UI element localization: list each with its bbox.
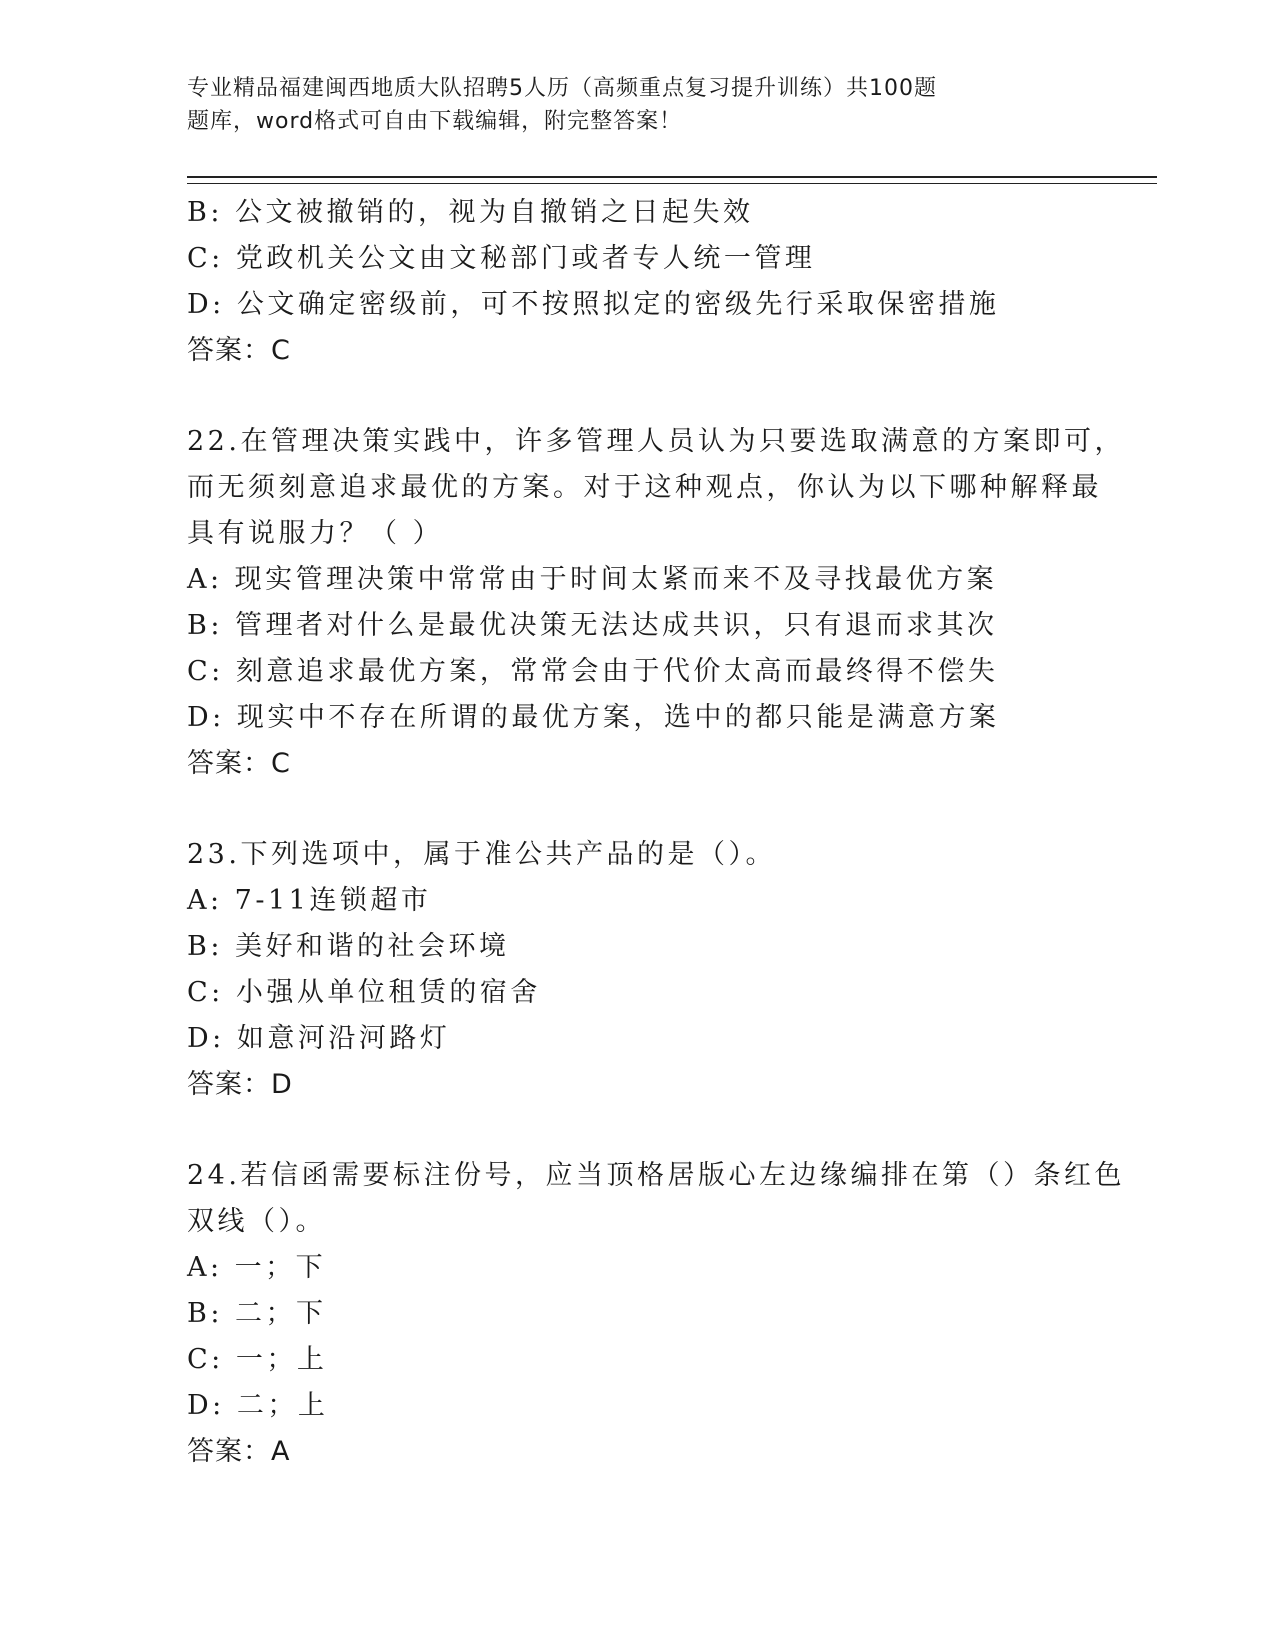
question-block-21 [187, 190, 1087, 374]
spacer [187, 1108, 1087, 1153]
header-title-line-1: 专业精品福建闽西地质大队招聘5人历（高频重点复习提升训练）共100题 [187, 76, 937, 101]
option-a: A: 现实管理决策中常常由于时间太紧而来不及寻找最优方案 [187, 564, 998, 595]
question-block-24 [187, 1153, 1125, 1475]
header-divider [187, 176, 1157, 178]
question-stem-line-1: 23.下列选项中，属于准公共产品的是（）。 [187, 839, 776, 870]
answer-line: 答案：D [187, 1069, 293, 1100]
question-block-22 [187, 419, 1125, 787]
option-b: B: 美好和谐的社会环境 [187, 931, 510, 962]
question-stem-line-2: 而无须刻意追求最优的方案。对于这种观点，你认为以下哪种解释最 [187, 472, 1102, 503]
question-stem-line-2: 双线（）。 [187, 1206, 326, 1237]
option-d: D: 二；上 [187, 1390, 329, 1421]
question-stem-line-1: 24.若信函需要标注份号，应当顶格居版心左边缘编排在第（）条红色 [187, 1160, 1125, 1191]
question-list [187, 190, 1125, 1475]
option-d: D: 现实中不存在所谓的最优方案，选中的都只能是满意方案 [187, 702, 1000, 733]
answer-line: 答案：C [187, 335, 291, 366]
option-b: B: 管理者对什么是最优决策无法达成共识，只有退而求其次 [187, 610, 998, 641]
option-a: A: 一；下 [187, 1252, 327, 1283]
header-divider-thin [187, 183, 1157, 184]
option-b: B: 公文被撤销的，视为自撤销之日起失效 [187, 197, 754, 228]
question-stem-line-3: 具有说服力？（ ） [187, 518, 444, 549]
option-c: C: 刻意追求最优方案，常常会由于代价太高而最终得不偿失 [187, 656, 999, 687]
option-a: A: 7-11连锁超市 [187, 885, 432, 916]
option-c: C: 党政机关公文由文秘部门或者专人统一管理 [187, 243, 816, 274]
option-b: B: 二；下 [187, 1298, 327, 1329]
option-d: D: 如意河沿河路灯 [187, 1023, 451, 1054]
question-stem-line-1: 22.在管理决策实践中，许多管理人员认为只要选取满意的方案即可， [187, 426, 1125, 457]
option-c: C: 一；上 [187, 1344, 328, 1375]
document-header [187, 72, 1047, 138]
answer-line: 答案：C [187, 748, 291, 779]
spacer [187, 374, 1087, 419]
header-title-line-2: 题库，word格式可自由下载编辑，附完整答案！ [187, 109, 683, 134]
option-c: C: 小强从单位租赁的宿舍 [187, 977, 541, 1008]
spacer [187, 787, 1087, 832]
question-block-23 [187, 832, 1087, 1108]
answer-line: 答案：A [187, 1436, 291, 1467]
option-d: D: 公文确定密级前，可不按照拟定的密级先行采取保密措施 [187, 289, 1000, 320]
